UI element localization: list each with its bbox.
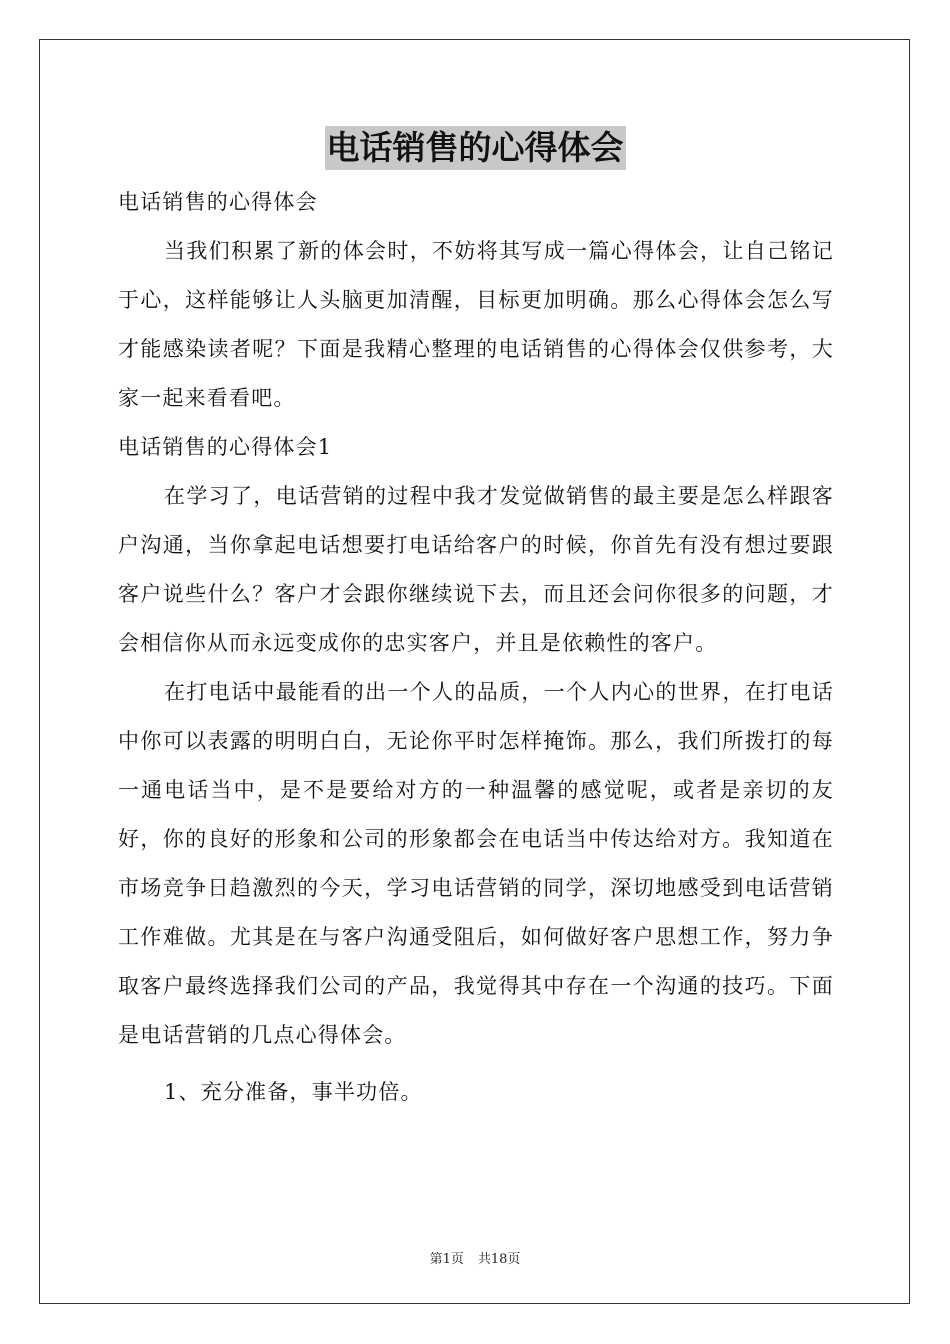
body-paragraph: 在打电话中最能看的出一个人的品质，一个人内心的世界，在打电话中你可以表露的明明白白，无论你平时怎样掩饰。那么，我们所拨打的每一通电话当中，是不是要给对方的一种温馨的感觉呢，或者是亲切的友好，你的良好的形象和公司的形象都会在电话当中传达给对方。我知道在市场竞争日趋激烈的今天，学习电话营销的同学，深切地感受到电话营销工作难做。尤其是在与客户沟通受阻后，如何做好客户思想工作，努力争取客户最终选择我们公司的产品，我觉得其中存在一个沟通的技巧。下面是电话营销的几点心得体会。 (118, 680, 834, 1047)
page-footer (0, 1248, 950, 1267)
numbered-point: 1、充分准备，事半功倍。 (164, 1080, 423, 1104)
total-pages: 共18页 (477, 1252, 521, 1267)
document-body (118, 178, 834, 1117)
title-container (0, 126, 950, 170)
body-paragraph: 在学习了，电话营销的过程中我才发觉做销售的最主要是怎么样跟客户沟通，当你拿起电话想要打电话给客户的时候，你首先有没有想过要跟客户说些什么？客户才会跟你继续说下去，而且还会问你很多的问题，才会相信你从而永远变成你的忠实客户，并且是依赖性的客户。 (118, 484, 834, 655)
page-number: 第1页 (429, 1252, 464, 1267)
section-heading: 电话销售的心得体会1 (118, 435, 333, 459)
body-paragraph: 当我们积累了新的体会时，不妨将其写成一篇心得体会，让自己铭记于心，这样能够让人头脑更加清醒，目标更加明确。那么心得体会怎么写才能感染读者呢？下面是我精心整理的电话销售的心得体会仅供参考，大家一起来看看吧。 (118, 239, 834, 410)
section-heading: 电话销售的心得体会 (118, 190, 318, 214)
document-title: 电话销售的心得体会 (325, 126, 626, 170)
